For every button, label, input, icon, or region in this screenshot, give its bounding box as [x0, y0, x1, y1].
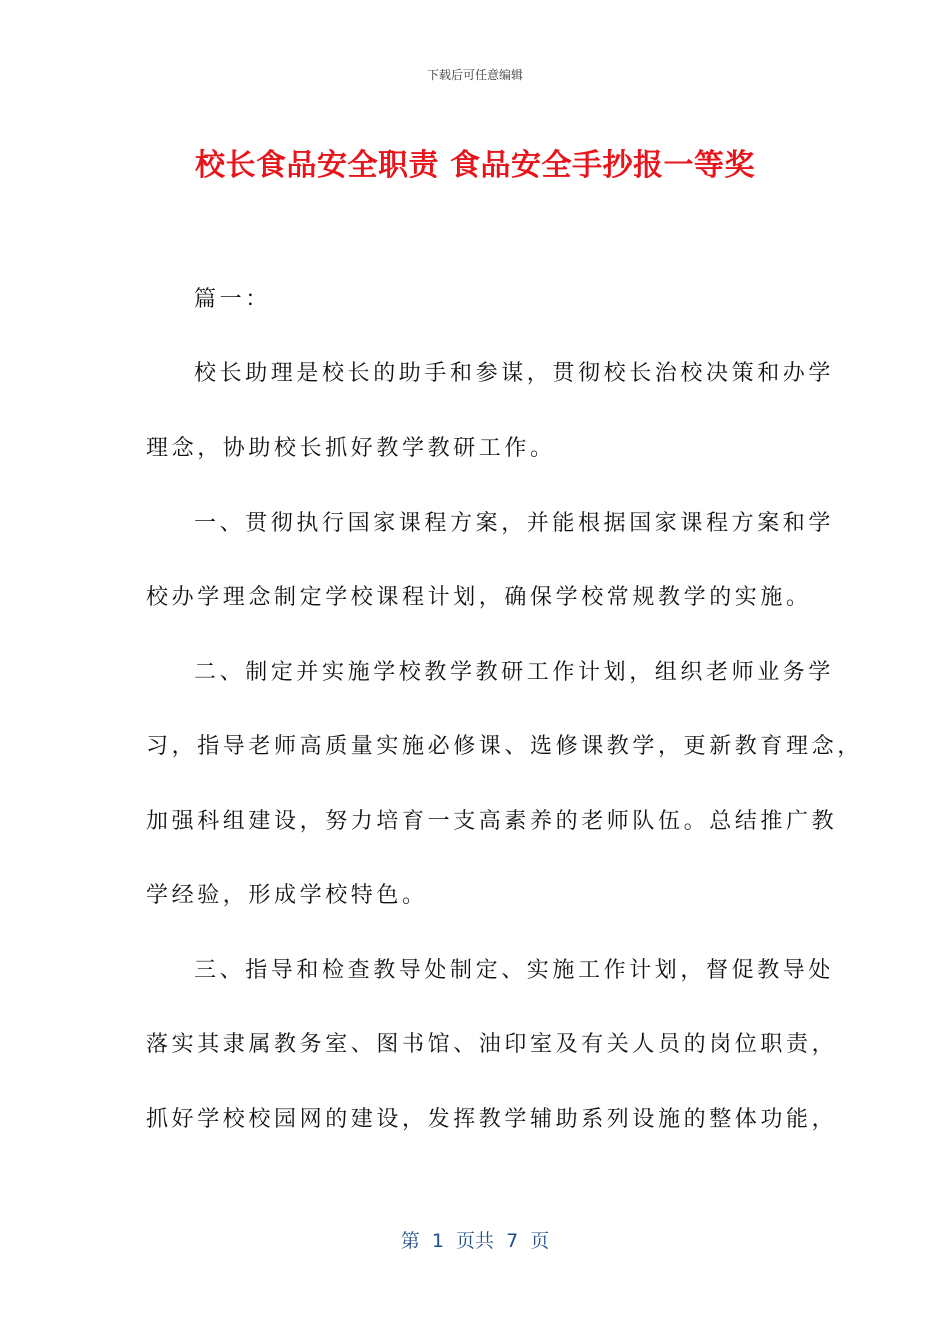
paragraph-line: 学经验，形成学校特色。	[146, 883, 428, 908]
paragraph-line: 落实其隶属教务室、图书馆、油印室及有关人员的岗位职责，	[146, 1032, 838, 1057]
paragraph-line: 篇一：	[194, 287, 271, 312]
paragraph-line: 校办学理念制定学校课程计划，确保学校常规教学的实施。	[146, 585, 812, 610]
paragraph-line: 加强科组建设，努力培育一支高素养的老师队伍。总结推广教	[146, 809, 838, 834]
paragraph-line: 理念，协助校长抓好教学教研工作。	[146, 436, 556, 461]
paragraph-line: 抓好学校校园网的建设，发挥教学辅助系列设施的整体功能，	[146, 1107, 838, 1132]
paragraph-line: 二、制定并实施学校教学教研工作计划，组织老师业务学	[194, 660, 835, 685]
paragraph-line: 一、贯彻执行国家课程方案，并能根据国家课程方案和学	[194, 511, 835, 536]
paragraph-line: 习，指导老师高质量实施必修课、选修课教学，更新教育理念，	[146, 734, 863, 759]
header-note: 下载后可任意编辑	[426, 68, 523, 82]
paragraph-line: 三、指导和检查教导处制定、实施工作计划，督促教导处	[194, 958, 835, 983]
document-title: 校长食品安全职责 食品安全手抄报一等奖	[195, 148, 755, 183]
page-footer: 第 1 页共 7 页	[400, 1230, 550, 1252]
paragraph-line: 校长助理是校长的助手和参谋，贯彻校长治校决策和办学	[194, 361, 835, 386]
